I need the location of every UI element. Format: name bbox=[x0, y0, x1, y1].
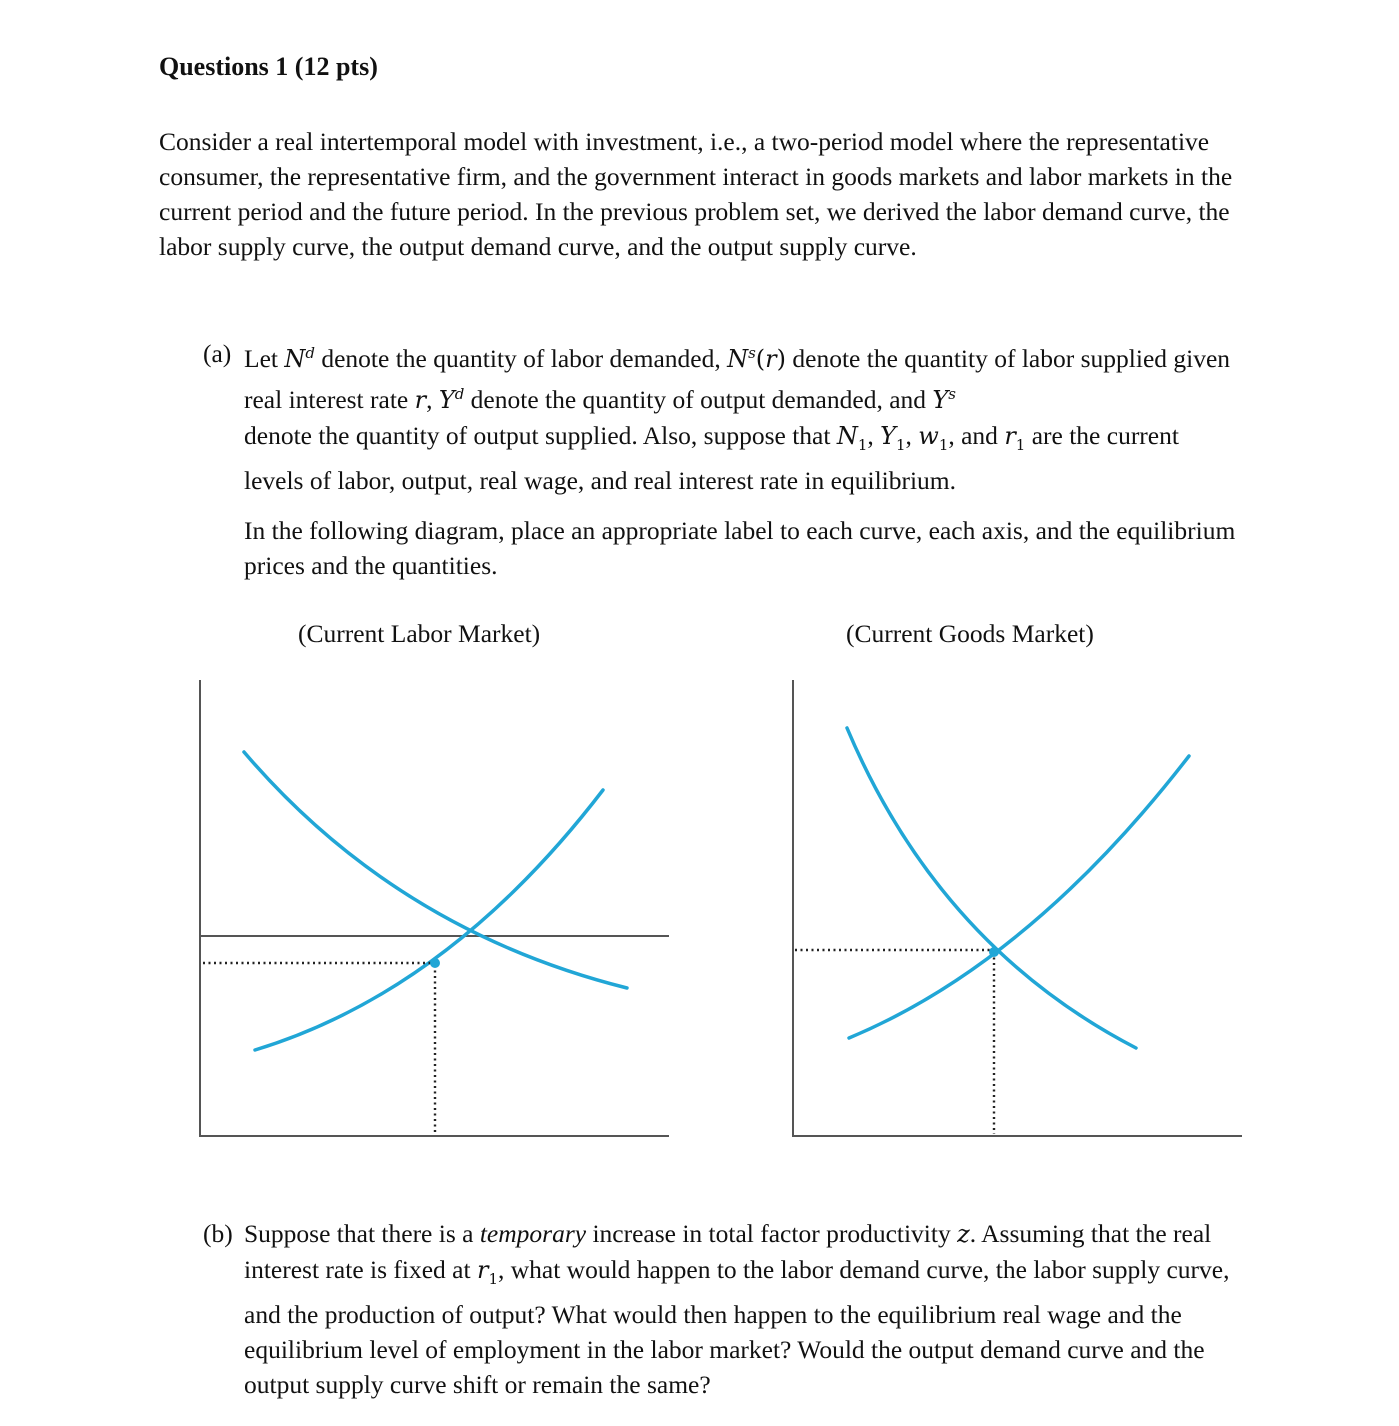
labor-demand-curve bbox=[244, 752, 627, 988]
math-Ns-r: $N^s(r)$ bbox=[727, 344, 787, 373]
part-a-label: (a) bbox=[203, 339, 232, 368]
labor-supply-curve bbox=[255, 790, 603, 1050]
math-Y1: $Y_1$ bbox=[880, 422, 906, 454]
labor-equilibrium-point bbox=[430, 958, 440, 968]
question-title: Questions 1 (12 pts) bbox=[159, 52, 378, 81]
goods-equilibrium-point bbox=[989, 947, 999, 957]
math-r1: $r_1$ bbox=[1004, 422, 1026, 454]
math-r: r bbox=[414, 386, 427, 414]
part-b bbox=[203, 1216, 1243, 1402]
math-w1: $w_1$ bbox=[918, 422, 949, 454]
goods-market-caption: (Current Goods Market) bbox=[846, 619, 1094, 648]
part-a-instruction: In the following diagram, place an appropriate label to each curve, each axis, and the equilibrium prices and the quantities. bbox=[244, 516, 1236, 580]
part-a bbox=[203, 336, 1243, 498]
math-Yd: $Y^d$ bbox=[438, 385, 465, 414]
output-demand-curve bbox=[847, 728, 1136, 1048]
labor-market-caption: (Current Labor Market) bbox=[298, 619, 541, 648]
part-b-text: Suppose that there is a temporary increase in total factor productivity z. Assuming that the real interest rate is fixed at $r_1$, what would happen to the labor demand curve, the labor supply curve, and the production of output? What would then happen to the equilibrium real wage and the equilibrium level of employment in the labor market? Would the output demand curve and the output supply curve shift or remain the same? bbox=[244, 1219, 1230, 1399]
output-supply-curve bbox=[849, 756, 1189, 1038]
part-a-text: Let $N^d$ denote the quantity of labor demanded, $N^s(r)$ denote the quantity of labor supplied given real interest rate r, $Y^d$ denote the quantity of output demanded, and $Y^s$ denote the quantity of output supplied. Also, suppose that $N_1$, $Y_1$, $w_1$, and $r_1$ are the current levels of labor, output, real wage, and real interest rate in equilibrium. bbox=[244, 344, 1231, 495]
math-N1: $N_1$ bbox=[836, 422, 868, 454]
math-z: z bbox=[957, 1220, 970, 1248]
labor-market-diagram bbox=[185, 672, 675, 1142]
part-b-label: (b) bbox=[203, 1219, 233, 1248]
math-Ys: $Y^s$ bbox=[932, 385, 956, 414]
goods-market-diagram bbox=[778, 672, 1248, 1142]
math-Nd: $N^d$ bbox=[284, 344, 315, 373]
question-intro: Consider a real intertemporal model with investment, i.e., a two-period model where the representative consumer, the representative firm, and the government interact in goods markets and labor markets in the current period and the future period. In the previous problem set, we derived the labor demand curve, the labor supply curve, the output demand curve, and the output supply curve. bbox=[159, 127, 1233, 261]
math-r1-b: $r_1$ bbox=[476, 1256, 498, 1288]
